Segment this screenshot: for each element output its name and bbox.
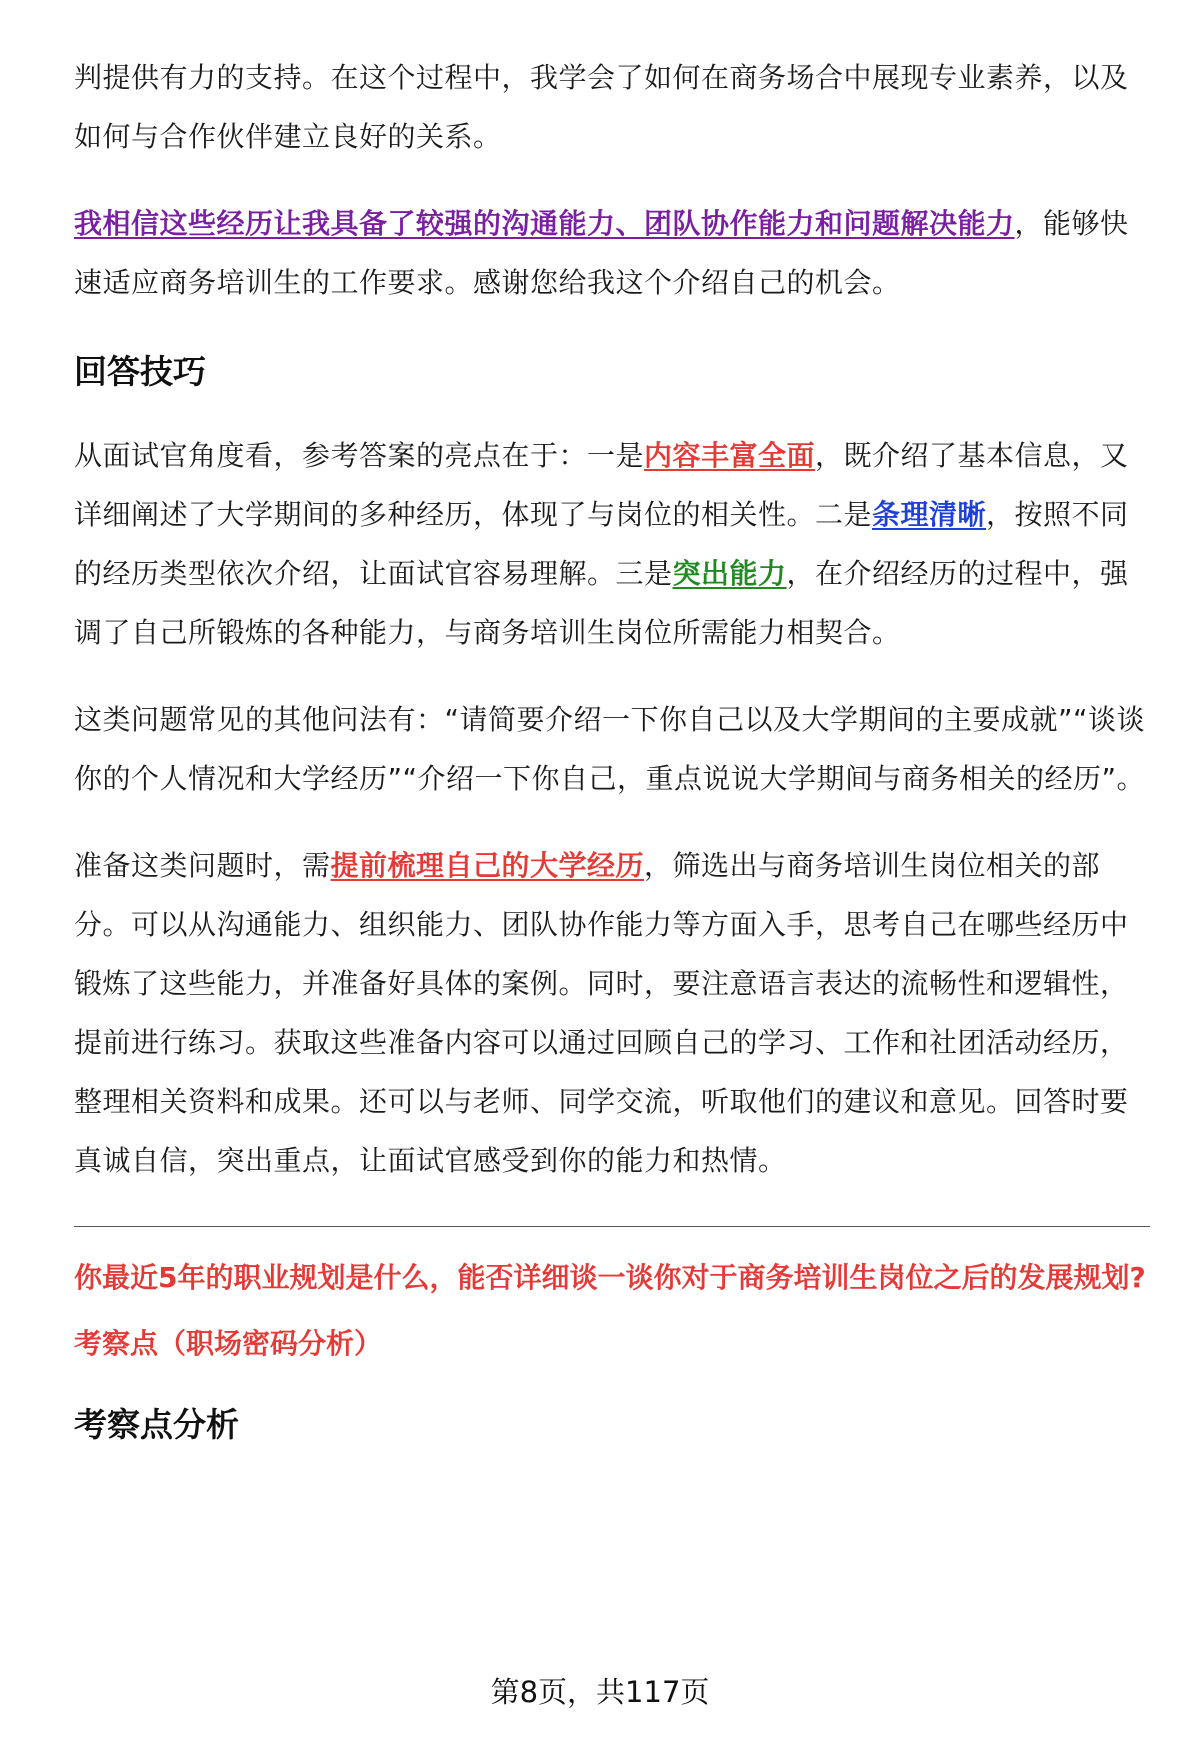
highlight-abilities: 我相信这些经历让我具备了较强的沟通能力、团队协作能力和问题解决能力 — [74, 207, 1015, 240]
paragraph-preparation — [74, 836, 1150, 1190]
paragraph-highlights — [74, 426, 1150, 662]
text-segment: ，既介绍了基本信息，又详细阐述了大学期间的多种经历，体现了与岗位的相关性。二是 — [74, 439, 1129, 531]
paragraph-alt-questions: 这类问题常见的其他问法有：“请简要介绍一下你自己以及大学期间的主要成就”“谈谈你的个人情况和大学经历”“介绍一下你自己，重点说说大学期间与商务相关的经历”。 — [74, 703, 1146, 795]
document-page — [74, 48, 1150, 1451]
paragraph-intro-end: 判提供有力的支持。在这个过程中，我学会了如何在商务场合中展现专业素养，以及如何与合作伙伴建立良好的关系。 — [74, 61, 1129, 153]
text-segment: ，在介绍经历的过程中，强调了自己所锻炼的各种能力，与商务培训生岗位所需能力相契合。 — [74, 557, 1129, 649]
text-segment: 从面试官角度看，参考答案的亮点在于：一是 — [74, 439, 645, 472]
text-segment: 准备这类问题时，需 — [74, 849, 331, 882]
analysis-title: 考察点分析 — [74, 1405, 239, 1444]
page-footer: 第8页，共117页 — [490, 1675, 710, 1709]
paragraph-summary — [74, 194, 1150, 312]
summary-rest: ，能够快速适应商务培训生的工作要求。感谢您给我这个介绍自己的机会。 — [74, 207, 1129, 299]
highlight-clear-structure: 条理清晰 — [872, 498, 987, 531]
next-question: 你最近5年的职业规划是什么，能否详细谈一谈你对于商务培训生岗位之后的发展规划? — [74, 1261, 1146, 1294]
text-segment: ，筛选出与商务培训生岗位相关的部分。可以从沟通能力、组织能力、团队协作能力等方面入手，思考自己在哪些经历中锻炼了这些能力，并准备好具体的案例。同时，要注意语言表达的流畅性和逻辑性，提前进行练习。获取这些准备内容可以通过回顾自己的学习、工作和社团活动经历，整理相关资料和成果。还可以与老师、同学交流，听取他们的建议和意见。回答时要真诚自信，突出重点，让面试官感受到你的能力和热情。 — [74, 849, 1129, 1177]
highlight-review-experience: 提前梳理自己的大学经历 — [330, 849, 645, 882]
highlight-content-rich: 内容丰富全面 — [644, 439, 816, 472]
divider — [74, 1226, 1150, 1227]
assessment-subhead: 考察点（职场密码分析） — [74, 1327, 383, 1360]
text-segment: ，按照不同的经历类型依次介绍，让面试官容易理解。三是 — [74, 498, 1129, 590]
section-title: 回答技巧 — [74, 352, 206, 391]
highlight-abilities-focus: 突出能力 — [672, 557, 787, 590]
